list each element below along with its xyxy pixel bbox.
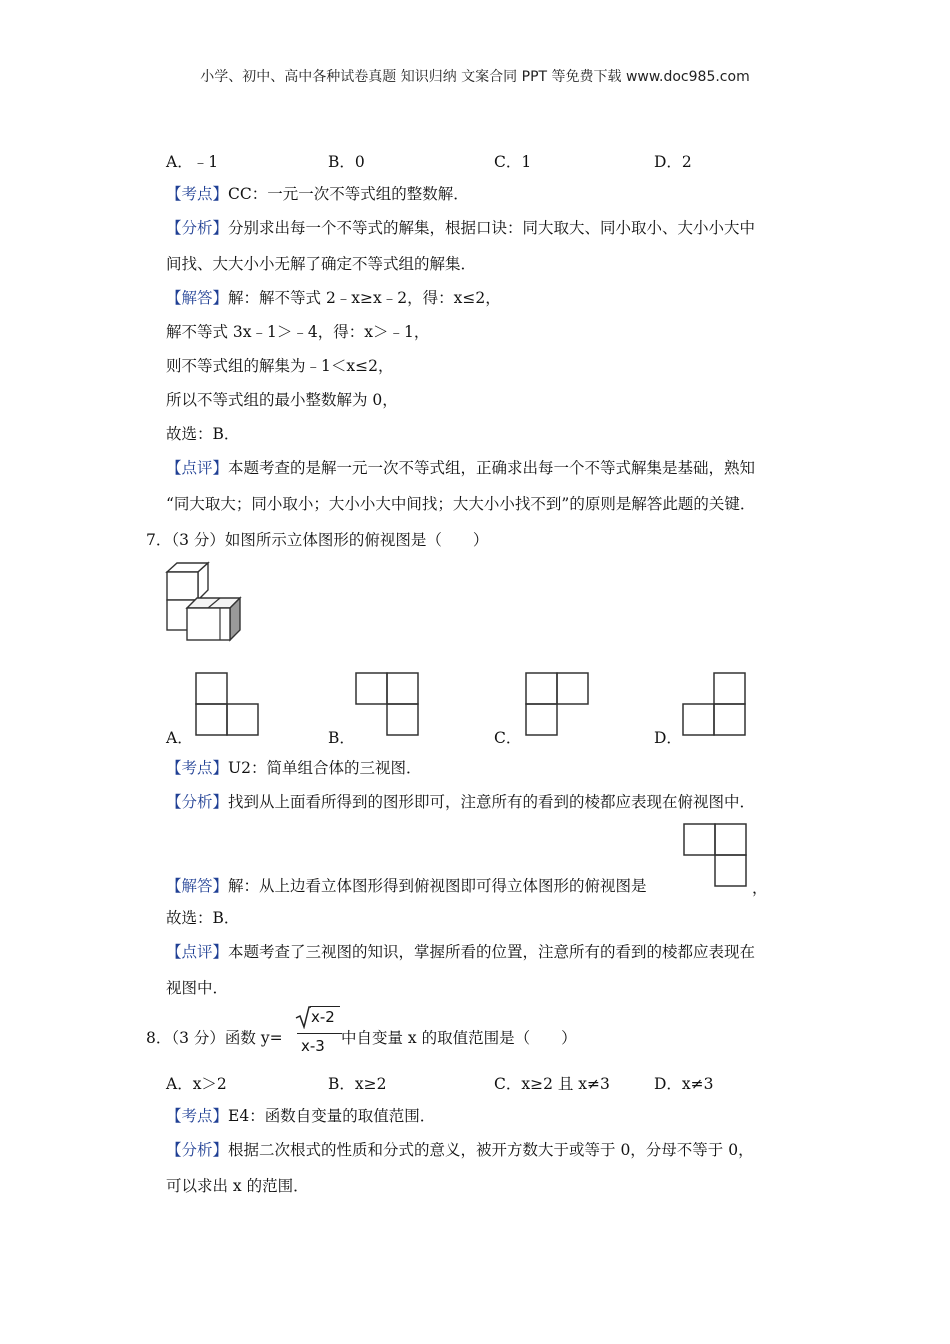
q7-fenxi <box>166 792 755 812</box>
q7-option-b-figure <box>355 672 421 736</box>
sqrt-radical-icon <box>295 1005 311 1029</box>
fenxi-text: 根据二次根式的性质和分式的意义，被开方数大于或等于 0，分母不等于 0， <box>228 1141 754 1159</box>
q6-jieda <box>166 288 501 308</box>
q6-fenxi-cont: 间找、大大小小无解了确定不等式组的解集． <box>166 255 477 273</box>
q6-option-b: B．0 <box>328 153 365 171</box>
q7-label-a: A． <box>166 729 193 747</box>
q6-option-a: A．﹣1 <box>166 153 219 171</box>
q6-jieda-line3: 则不等式组的解集为﹣1＜x≤2， <box>166 357 394 375</box>
q6-choose: 故选：B． <box>166 425 240 443</box>
q8-numerator: x-2 <box>311 1008 335 1026</box>
kaodian-tag: 【考点】 <box>166 185 229 203</box>
q8-option-a: A．x＞2 <box>166 1075 227 1093</box>
q6-dianping-cont: “同大取大；同小取小；大小小大中间找；大大小小找不到”的原则是解答此题的关键． <box>166 495 756 513</box>
kaodian-text: E4：函数自变量的取值范围． <box>228 1107 436 1125</box>
q7-label-c: C． <box>494 729 522 747</box>
q6-jieda-line2: 解不等式 3x﹣1＞﹣4，得：x＞﹣1， <box>166 323 430 341</box>
q6-jieda-line4: 所以不等式组的最小整数解为 0， <box>166 391 398 409</box>
q8-fenxi <box>166 1140 754 1160</box>
q7-answer-figure <box>683 823 749 887</box>
fenxi-text: 分别求出每一个不等式的解集，根据口诀：同大取大、同小取小、大小小大中 <box>228 219 756 237</box>
q6-option-c: C．1 <box>494 153 532 171</box>
q6-kaodian <box>166 184 469 204</box>
jieda-tag: 【解答】 <box>166 877 229 895</box>
q6-dianping <box>166 458 755 478</box>
dianping-tag: 【点评】 <box>166 459 229 477</box>
q7-jieda-end: ， <box>752 879 768 897</box>
q7-dianping-cont: 视图中． <box>166 979 229 997</box>
fenxi-text: 找到从上面看所得到的图形即可，注意所有的看到的棱都应表现在俯视图中． <box>228 793 756 811</box>
jieda-tag: 【解答】 <box>166 289 229 307</box>
q8-denominator: x-3 <box>301 1037 325 1055</box>
q7-choose: 故选：B． <box>166 909 240 927</box>
kaodian-tag: 【考点】 <box>166 1107 229 1125</box>
fenxi-tag: 【分析】 <box>166 219 229 237</box>
fenxi-tag: 【分析】 <box>166 793 229 811</box>
dianping-text: 本题考查了三视图的知识，掌握所看的位置，注意所有的看到的棱都应表现在 <box>228 943 756 961</box>
q6-fenxi <box>166 218 755 238</box>
q8-option-c: C．x≥2 且 x≠3 <box>494 1075 610 1093</box>
q8-option-b: B．x≥2 <box>328 1075 387 1093</box>
q7-jieda <box>166 876 647 896</box>
dianping-tag: 【点评】 <box>166 943 229 961</box>
q7-label-b: B． <box>328 729 355 747</box>
q8-option-d: D．x≠3 <box>654 1075 714 1093</box>
q7-dianping <box>166 942 755 962</box>
jieda-text: 解：从上边看立体图形得到俯视图即可得立体图形的俯视图是 <box>228 877 647 895</box>
kaodian-tag: 【考点】 <box>166 759 229 777</box>
q8-stem-pre: 8．（3 分）函数 y= <box>146 1029 283 1047</box>
q7-stem: 7．（3 分）如图所示立体图形的俯视图是（ ） <box>146 531 489 549</box>
q7-option-c-figure <box>525 672 591 736</box>
q7-option-d-figure <box>682 672 748 736</box>
kaodian-text: U2：简单组合体的三视图． <box>228 759 422 777</box>
page-header: 小学、初中、高中各种试卷真题 知识归纳 文案合同 PPT 等免费下载 www.doc985.com <box>200 69 750 85</box>
dianping-text: 本题考查的是解一元一次不等式组，正确求出每一个不等式解集是基础，熟知 <box>228 459 756 477</box>
q7-kaodian <box>166 758 421 778</box>
sqrt-vinculum <box>310 1006 340 1007</box>
kaodian-text: CC：一元一次不等式组的整数解． <box>228 185 469 203</box>
fenxi-tag: 【分析】 <box>166 1141 229 1159</box>
fraction-bar <box>297 1033 342 1034</box>
q7-solid-figure <box>164 560 246 646</box>
q8-kaodian <box>166 1106 435 1126</box>
jieda-text: 解：解不等式 2﹣x≥x﹣2，得：x≤2， <box>228 289 501 307</box>
q8-fenxi-cont: 可以求出 x 的范围． <box>166 1177 309 1195</box>
q8-stem-post: 中自变量 x 的取值范围是（ ） <box>341 1029 577 1047</box>
q7-option-a-figure <box>195 672 261 736</box>
q7-label-d: D． <box>654 729 682 747</box>
q6-option-d: D．2 <box>654 153 692 171</box>
